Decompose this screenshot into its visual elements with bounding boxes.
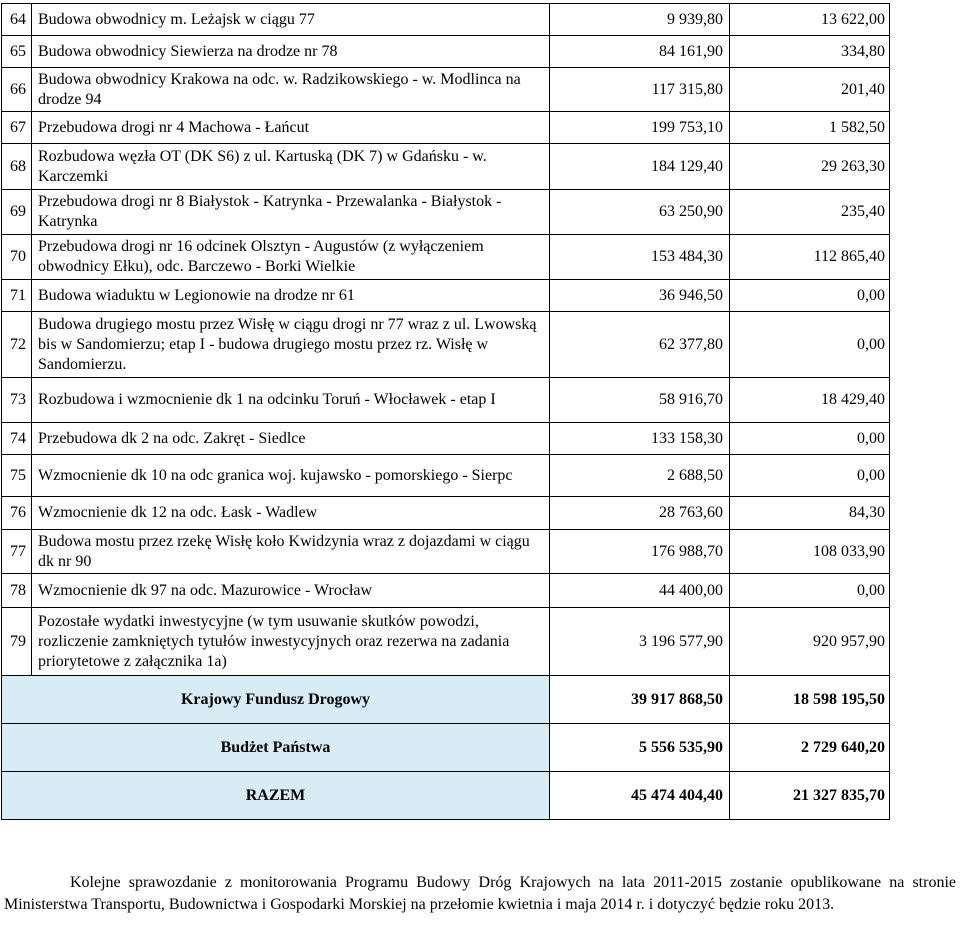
summary-label: Krajowy Fundusz Drogowy [2,676,550,724]
table-row [2,608,890,676]
table-row [2,112,890,144]
row-description: Wzmocnienie dk 97 na odc. Mazurowice - Wrocław [32,574,550,608]
row-description: Budowa obwodnicy m. Leżajsk w ciągu 77 [32,4,550,36]
row-value-2: 13 622,00 [730,4,890,36]
row-value-1: 184 129,40 [550,144,730,190]
row-value-2: 334,80 [730,36,890,68]
row-description: Przebudowa dk 2 na odc. Zakręt - Siedlce [32,423,550,455]
row-value-2: 920 957,90 [730,608,890,676]
row-value-2: 0,00 [730,280,890,312]
row-description: Rozbudowa węzła OT (DK S6) z ul. Kartuską (DK 7) w Gdańsku - w. Karczemki [32,144,550,190]
summary-row [2,724,890,772]
row-description: Wzmocnienie dk 12 na odc. Łask - Wadlew [32,497,550,530]
table-row [2,280,890,312]
table-row [2,312,890,378]
row-number: 69 [2,190,32,235]
row-description: Wzmocnienie dk 10 na odc granica woj. kujawsko - pomorskiego - Sierpc [32,455,550,497]
table-row [2,455,890,497]
row-number: 78 [2,574,32,608]
table-row [2,4,890,36]
row-number: 74 [2,423,32,455]
row-number: 73 [2,378,32,423]
row-number: 64 [2,4,32,36]
row-value-2: 0,00 [730,574,890,608]
row-value-2: 1 582,50 [730,112,890,144]
summary-row [2,772,890,820]
row-description: Budowa obwodnicy Siewierza na drodze nr 78 [32,36,550,68]
row-description: Budowa obwodnicy Krakowa na odc. w. Radzikowskiego - w. Modlinca na drodze 94 [32,68,550,112]
row-value-1: 133 158,30 [550,423,730,455]
table-row [2,497,890,530]
row-value-1: 176 988,70 [550,530,730,574]
row-value-1: 36 946,50 [550,280,730,312]
row-value-1: 9 939,80 [550,4,730,36]
row-value-2: 201,40 [730,68,890,112]
table-row [2,378,890,423]
row-value-1: 199 753,10 [550,112,730,144]
row-description: Pozostałe wydatki inwestycyjne (w tym usuwanie skutków powodzi, rozliczenie zamkniętych tytułów inwestycyjnych oraz rezerwa na zadania priorytetowe z załącznika 1a) [32,608,550,676]
row-number: 79 [2,608,32,676]
row-description: Przebudowa drogi nr 8 Białystok - Katrynka - Przewalanka - Białystok - Katrynka [32,190,550,235]
summary-label: RAZEM [2,772,550,820]
row-number: 68 [2,144,32,190]
summary-value-2: 18 598 195,50 [730,676,890,724]
footnote-paragraph [4,872,956,916]
row-description: Budowa mostu przez rzekę Wisłę koło Kwidzynia wraz z dojazdami w ciągu dk nr 90 [32,530,550,574]
row-value-2: 235,40 [730,190,890,235]
row-number: 75 [2,455,32,497]
row-description: Budowa drugiego mostu przez Wisłę w ciągu drogi nr 77 wraz z ul. Lwowską bis w Sandomierzu; etap I - budowa drugiego mostu przez rz. Wisłę w Sandomierzu. [32,312,550,378]
summary-row [2,676,890,724]
row-description: Przebudowa drogi nr 4 Machowa - Łańcut [32,112,550,144]
table-row [2,144,890,190]
row-number: 77 [2,530,32,574]
summary-value-1: 5 556 535,90 [550,724,730,772]
row-value-2: 0,00 [730,423,890,455]
row-value-1: 153 484,30 [550,235,730,280]
row-value-2: 18 429,40 [730,378,890,423]
row-value-1: 28 763,60 [550,497,730,530]
summary-value-1: 39 917 868,50 [550,676,730,724]
row-value-1: 62 377,80 [550,312,730,378]
row-number: 71 [2,280,32,312]
row-value-1: 3 196 577,90 [550,608,730,676]
table-row [2,423,890,455]
row-value-1: 58 916,70 [550,378,730,423]
row-value-2: 112 865,40 [730,235,890,280]
table-row [2,36,890,68]
row-value-1: 2 688,50 [550,455,730,497]
summary-value-1: 45 474 404,40 [550,772,730,820]
row-number: 72 [2,312,32,378]
row-description: Przebudowa drogi nr 16 odcinek Olsztyn - Augustów (z wyłączeniem obwodnicy Ełku), odc. Barczewo - Borki Wielkie [32,235,550,280]
row-description: Budowa wiaduktu w Legionowie na drodze nr 61 [32,280,550,312]
row-value-2: 0,00 [730,455,890,497]
row-value-1: 63 250,90 [550,190,730,235]
table-row [2,190,890,235]
row-value-1: 117 315,80 [550,68,730,112]
row-value-2: 108 033,90 [730,530,890,574]
row-value-1: 44 400,00 [550,574,730,608]
table-row [2,68,890,112]
table-row [2,235,890,280]
row-number: 70 [2,235,32,280]
table-row [2,530,890,574]
summary-value-2: 2 729 640,20 [730,724,890,772]
summary-label: Budżet Państwa [2,724,550,772]
row-number: 65 [2,36,32,68]
summary-value-2: 21 327 835,70 [730,772,890,820]
row-value-2: 0,00 [730,312,890,378]
row-number: 66 [2,68,32,112]
row-description: Rozbudowa i wzmocnienie dk 1 na odcinku Toruń - Włocławek - etap I [32,378,550,423]
table-row [2,574,890,608]
row-number: 67 [2,112,32,144]
footnote-text: Kolejne sprawozdanie z monitorowania Programu Budowy Dróg Krajowych na lata 2011-2015 zostanie opublikowane na stronie Ministerstwa Transportu, Budownictwa i Gospodarki Morskiej na przełomie kwietnia i maja 2014 r. i dotyczyć będzie roku 2013. [4,874,956,913]
row-value-2: 29 263,30 [730,144,890,190]
row-number: 76 [2,497,32,530]
investment-table [1,3,890,820]
row-value-2: 84,30 [730,497,890,530]
row-value-1: 84 161,90 [550,36,730,68]
